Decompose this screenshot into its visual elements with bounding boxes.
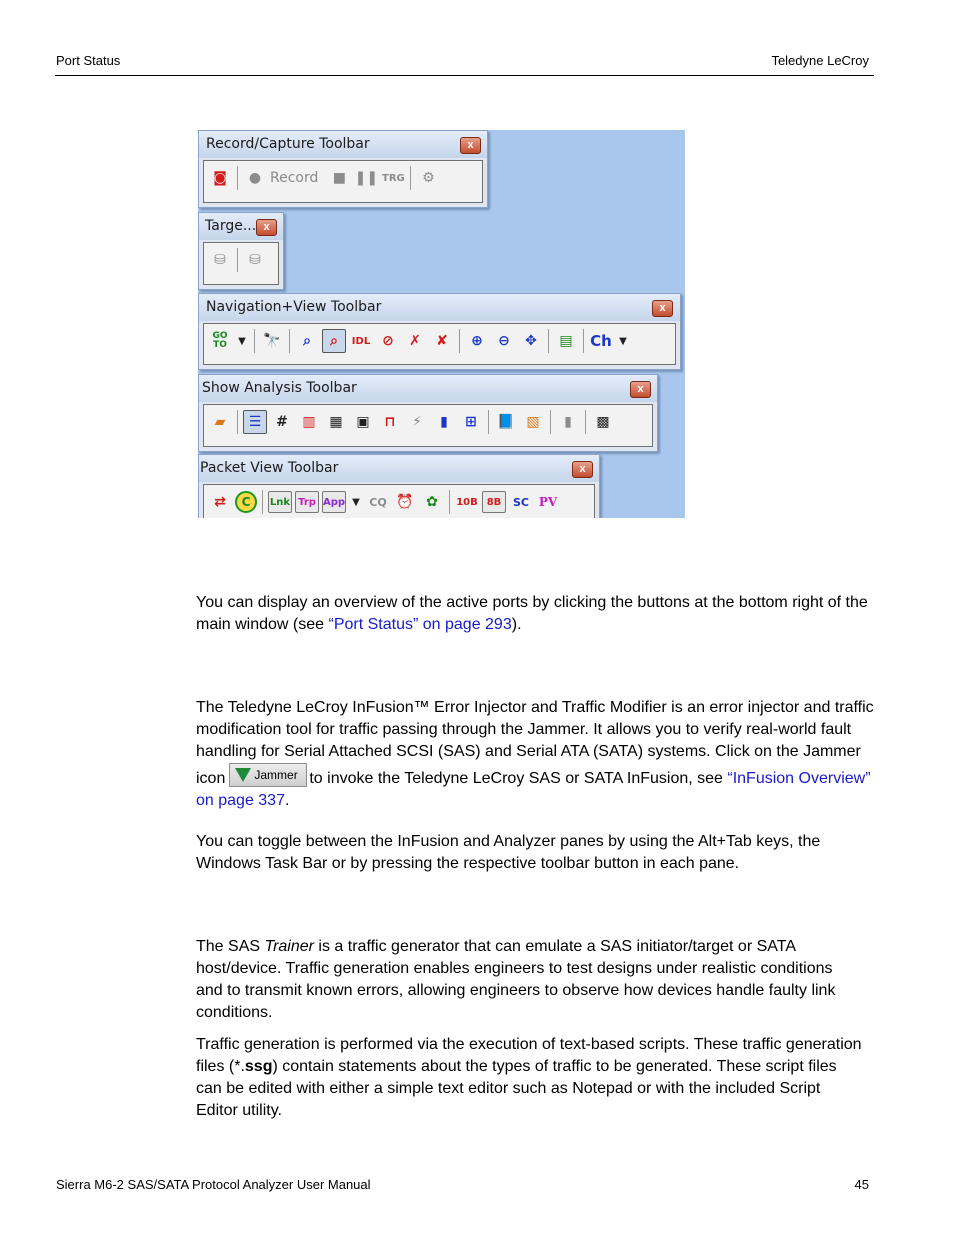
show-analysis-toolbar	[198, 374, 658, 452]
move-icon[interactable]: ✥	[525, 333, 537, 349]
jammer-icon	[235, 768, 251, 782]
close-icon[interactable]: x	[652, 300, 673, 317]
separator	[237, 410, 238, 434]
paragraph-infusion	[196, 697, 876, 812]
toolbar-title: Navigation+View Toolbar	[199, 294, 680, 321]
page-number: 45	[854, 1177, 869, 1192]
scrambled-icon[interactable]: SC	[513, 495, 529, 509]
header-company: Teledyne LeCroy	[771, 53, 869, 68]
infusion-overview-link[interactable]: “InFusion Overview” on page 337	[196, 770, 871, 809]
navigation-view-toolbar	[198, 293, 681, 370]
chevron-down-icon[interactable]: ▼	[352, 496, 360, 508]
document-icon[interactable]: ▦	[329, 414, 343, 430]
filter-search-icon[interactable]: ⌕	[322, 329, 346, 353]
folder-icon[interactable]: ▰	[214, 414, 226, 430]
port-status-link[interactable]: “Port Status” on page 293	[328, 616, 512, 633]
paragraph-port-status	[196, 592, 876, 636]
start-recording-icon[interactable]: ◙	[213, 170, 227, 186]
text: is a traffic generator that can emulate a SAS initiator/target or SATA host/device. Traffic generation enables engineers to test designs under realistic conditions and to transmit known errors, allowing engineers to observe how devices handle faulty link conditions.	[196, 938, 836, 1021]
trigger-icon[interactable]: TRG	[382, 172, 405, 184]
text: The SAS	[196, 938, 265, 955]
separator	[585, 410, 586, 434]
clock-icon[interactable]: ⏰	[396, 494, 414, 510]
packet-view-icon[interactable]: ⇄	[214, 494, 226, 510]
target-toolbar	[198, 212, 284, 290]
paragraph-trainer	[196, 936, 841, 1024]
timing-icon[interactable]: ⊞	[465, 414, 477, 430]
command-queue-icon[interactable]: CQ	[369, 495, 387, 509]
paragraph-toggle-panes: You can toggle between the InFusion and Analyzer panes by using the Alt+Tab keys, the Windows Task Bar or by pressing the respective toolbar button in each pane.	[196, 833, 821, 872]
header-rule	[55, 75, 874, 76]
text: You can display an overview of the active ports by clicking the buttons at the bottom right of the main window (see	[196, 594, 868, 633]
toolbar-title: Record/Capture Toolbar	[199, 131, 487, 158]
lightning-icon[interactable]: ⚡	[412, 414, 422, 430]
jammer-button[interactable]	[229, 763, 307, 787]
separator	[488, 410, 489, 434]
packet-view-toolbar	[198, 454, 600, 518]
search-icon[interactable]: ⌕	[303, 333, 311, 349]
binoculars-icon[interactable]: 🔭	[263, 333, 281, 349]
separator	[237, 166, 238, 190]
channel-icon[interactable]: Ch	[590, 332, 612, 350]
toolbar-title: Show Analysis Toolbar	[199, 375, 657, 402]
trainer-term: Trainer	[264, 938, 314, 955]
bar-chart-icon[interactable]: ▮	[440, 414, 448, 430]
transport-layer-icon[interactable]: Trp	[295, 491, 319, 513]
separator	[254, 329, 255, 353]
columns-icon[interactable]: ▥	[302, 414, 316, 430]
record-dot-icon[interactable]: ●	[248, 170, 262, 186]
ssg-extension: ssg	[244, 1058, 273, 1075]
separator	[262, 490, 263, 514]
close-icon[interactable]: x	[460, 137, 481, 154]
separator	[449, 490, 450, 514]
toolbar-body	[203, 484, 595, 518]
idle-icon[interactable]: IDL	[351, 335, 371, 347]
layers-icon[interactable]: ▤	[559, 333, 573, 349]
separator	[548, 329, 549, 353]
separator	[583, 329, 584, 353]
8b-icon[interactable]: 8B	[482, 491, 506, 513]
book-icon[interactable]: 📘	[497, 414, 515, 430]
text: ) contain statements about the types of traffic to be generated. These script files can be edited with either a simple text editor such as Notepad or with the included Script Editor utility.	[196, 1058, 837, 1119]
text: ).	[511, 616, 522, 633]
no-filter-icon[interactable]: ✘	[436, 333, 448, 349]
paragraph-traffic-generation	[196, 1034, 866, 1122]
text: Traffic generation is performed via the execution of text-based scripts. These traffic generation files (*.	[196, 1036, 862, 1075]
zoom-in-icon[interactable]: ⊕	[471, 333, 483, 349]
close-icon[interactable]: x	[256, 219, 277, 236]
separator	[410, 166, 411, 190]
10b-icon[interactable]: 10B	[456, 496, 478, 508]
trash-icon[interactable]: ▮	[564, 414, 572, 430]
goto-icon[interactable]: GO TO	[212, 331, 228, 350]
separator	[459, 329, 460, 353]
stop-icon[interactable]: ■	[332, 170, 346, 186]
toolbar-body	[203, 323, 676, 365]
target-connect-icon[interactable]: ⛁	[249, 252, 261, 268]
toolbar-title: Targe...	[199, 213, 283, 240]
bug-icon[interactable]: ✿	[426, 494, 438, 510]
grid-icon[interactable]: #	[276, 414, 288, 430]
record-capture-toolbar	[198, 130, 488, 208]
zoom-out-icon[interactable]: ⊖	[498, 333, 510, 349]
close-icon[interactable]: x	[572, 461, 593, 478]
compact-icon[interactable]: C	[235, 491, 257, 513]
pause-icon[interactable]: ❚❚	[354, 170, 379, 186]
separator	[289, 329, 290, 353]
toolbar-body	[203, 160, 483, 203]
target-disconnect-icon[interactable]: ⛁	[214, 252, 226, 268]
text: .	[284, 792, 290, 809]
close-icon[interactable]: x	[630, 381, 651, 398]
toolbar-body	[203, 404, 653, 447]
hide-icon[interactable]: ⊘	[382, 333, 394, 349]
bus-utilization-icon[interactable]: ▩	[596, 414, 610, 430]
list-view-icon[interactable]: ☰	[243, 410, 267, 434]
text: to invoke the Teledyne LeCroy SAS or SATA InFusion, see	[309, 770, 728, 787]
packet-view-text-icon[interactable]: PV	[538, 495, 558, 509]
toolbar-body	[203, 242, 279, 285]
toolbars-screenshot	[198, 130, 685, 518]
chevron-down-icon[interactable]: ▼	[238, 335, 246, 347]
chevron-down-icon[interactable]: ▼	[619, 335, 627, 347]
report-icon[interactable]: ▧	[526, 414, 540, 430]
cross-filter-icon[interactable]: ✗	[409, 333, 421, 349]
record-label[interactable]: Record	[270, 170, 319, 186]
waveform-icon[interactable]: ⊓	[384, 414, 396, 430]
application-layer-icon[interactable]: App	[322, 491, 346, 513]
toolbar-title: Packet View Toolbar	[199, 455, 599, 482]
header-section-title: Port Status	[56, 53, 121, 68]
link-layer-icon[interactable]: Lnk	[268, 491, 292, 513]
separator	[237, 248, 238, 272]
text: The Teledyne LeCroy InFusion™ Error Injector and Traffic Modifier is an error injector and traffic modification tool for traffic passing through the Jammer. It allows you to verify real-world fault handling for Serial Attached SCSI (SAS) and Serial ATA (SATA) systems. Click on the Jammer icon	[196, 699, 874, 787]
statistics-icon[interactable]: ▣	[356, 414, 370, 430]
gear-icon[interactable]: ⚙	[422, 170, 435, 186]
footer-manual-title: Sierra M6-2 SAS/SATA Protocol Analyzer User Manual	[56, 1177, 371, 1192]
jammer-label: Jammer	[254, 768, 298, 782]
separator	[550, 410, 551, 434]
